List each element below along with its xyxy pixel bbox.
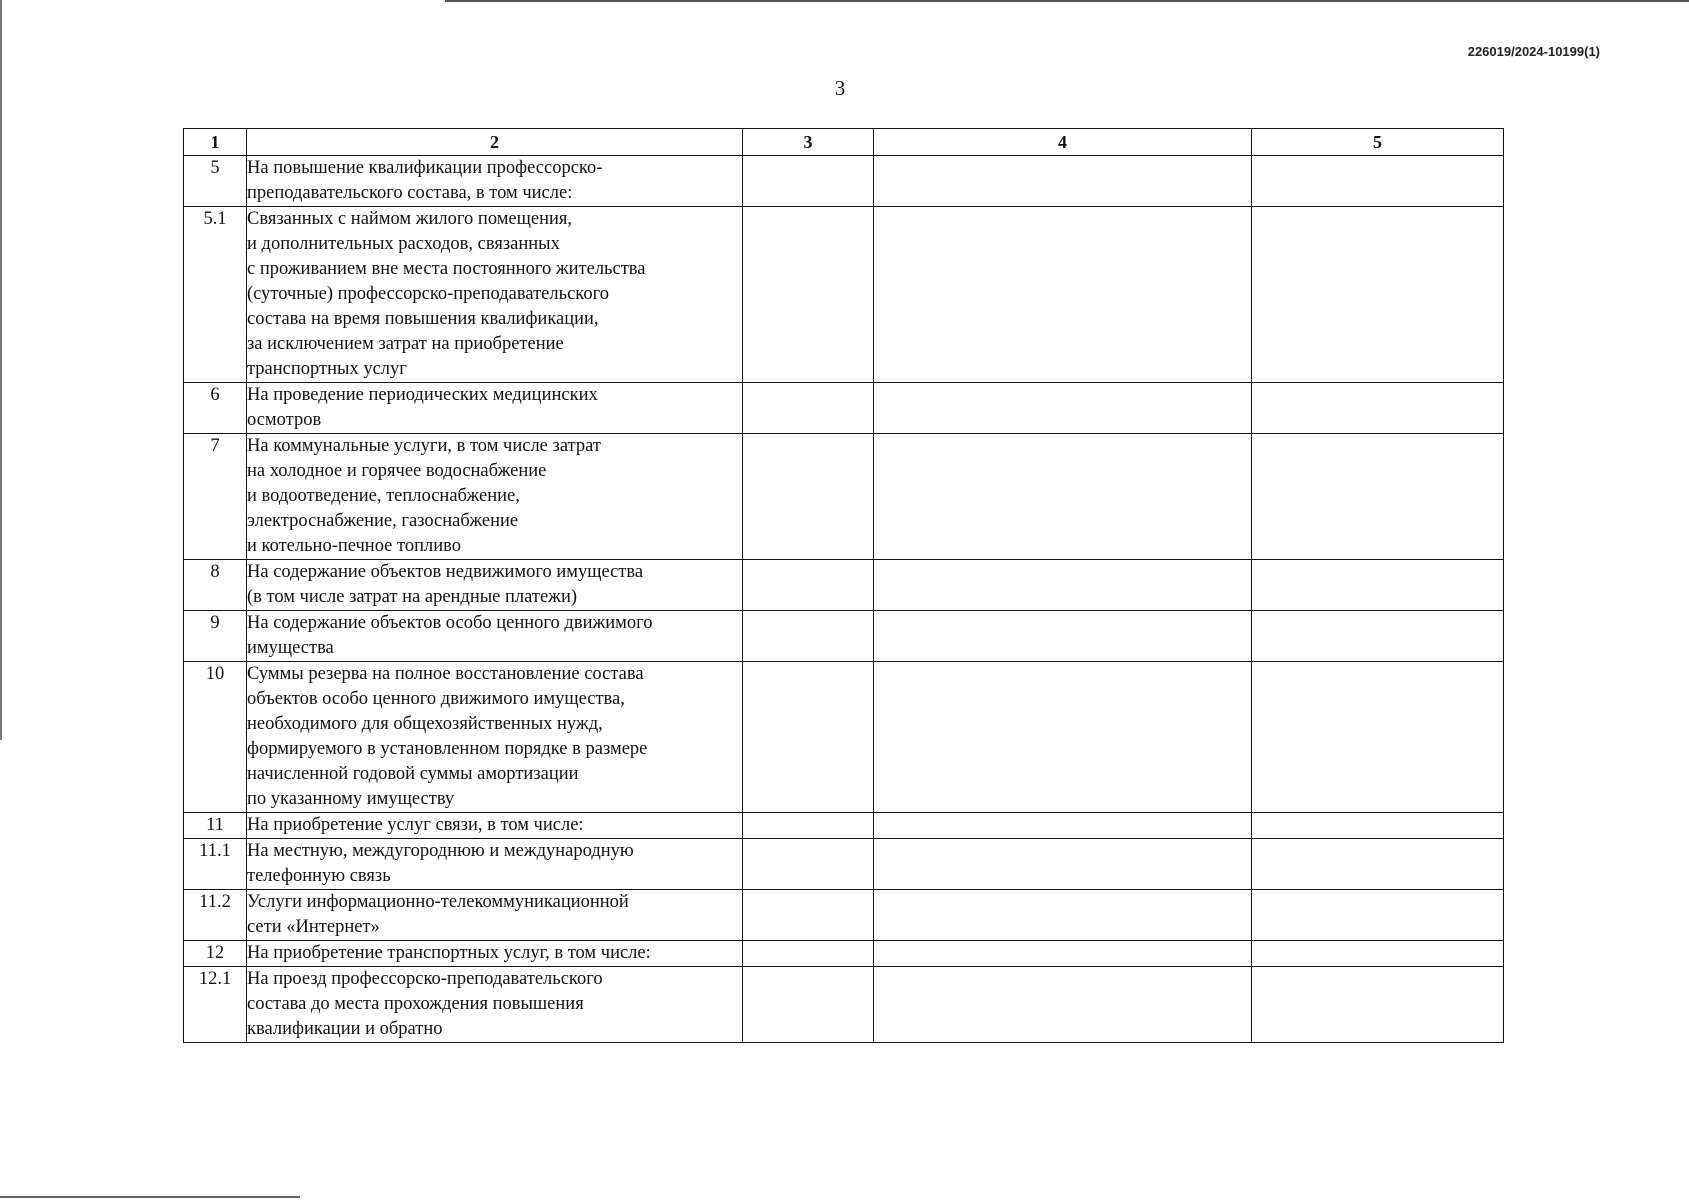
row-value-cell-4 bbox=[874, 967, 1252, 1043]
column-header: 5 bbox=[1252, 129, 1504, 156]
table-row bbox=[184, 967, 1504, 1043]
row-description-cell: На проезд профессорско-преподавательского состава до места прохождения повышения квалификации и обратно bbox=[247, 967, 743, 1043]
row-value-cell-3 bbox=[743, 560, 874, 611]
row-number-cell: 11.2 bbox=[184, 890, 247, 941]
row-value-cell-3 bbox=[743, 813, 874, 839]
table-row bbox=[184, 662, 1504, 813]
table-row bbox=[184, 941, 1504, 967]
row-description-cell: На приобретение транспортных услуг, в том числе: bbox=[247, 941, 743, 967]
row-value-cell-3 bbox=[743, 156, 874, 207]
row-value-cell-5 bbox=[1252, 383, 1504, 434]
row-value-cell-4 bbox=[874, 560, 1252, 611]
row-description-cell: На повышение квалификации профессорско- преподавательского состава, в том числе: bbox=[247, 156, 743, 207]
row-value-cell-4 bbox=[874, 839, 1252, 890]
row-number-cell: 6 bbox=[184, 383, 247, 434]
row-number-cell: 12 bbox=[184, 941, 247, 967]
row-value-cell-3 bbox=[743, 662, 874, 813]
row-value-cell-5 bbox=[1252, 207, 1504, 383]
row-value-cell-4 bbox=[874, 941, 1252, 967]
row-value-cell-4 bbox=[874, 156, 1252, 207]
table-header-row bbox=[184, 129, 1504, 156]
row-number-cell: 11.1 bbox=[184, 839, 247, 890]
row-description-cell: На коммунальные услуги, в том числе затрат на холодное и горячее водоснабжение и водоотведение, теплоснабжение, электроснабжение, газоснабжение и котельно-печное топливо bbox=[247, 434, 743, 560]
row-value-cell-4 bbox=[874, 207, 1252, 383]
table-row bbox=[184, 813, 1504, 839]
scan-edge-left bbox=[0, 0, 2, 740]
row-description-cell: На содержание объектов особо ценного движимого имущества bbox=[247, 611, 743, 662]
scan-edge-top bbox=[445, 0, 1689, 2]
column-header: 4 bbox=[874, 129, 1252, 156]
row-value-cell-5 bbox=[1252, 967, 1504, 1043]
row-description-cell: На содержание объектов недвижимого имущества (в том числе затрат на арендные платежи) bbox=[247, 560, 743, 611]
row-number-cell: 11 bbox=[184, 813, 247, 839]
table-row bbox=[184, 383, 1504, 434]
row-description-cell: Суммы резерва на полное восстановление состава объектов особо ценного движимого имущества, необходимого для общехозяйственных нужд, формируемого в установленном порядке в размере начисленной годовой суммы амортизации по указанному имуществу bbox=[247, 662, 743, 813]
table-body bbox=[184, 156, 1504, 1043]
row-description-cell: Связанных с наймом жилого помещения, и дополнительных расходов, связанных с проживанием вне места постоянного жительства (суточные) профессорско-преподавательского состава на время повышения квалификации, за исключением затрат на приобретение транспортных услуг bbox=[247, 207, 743, 383]
row-value-cell-3 bbox=[743, 967, 874, 1043]
column-header: 2 bbox=[247, 129, 743, 156]
row-value-cell-5 bbox=[1252, 941, 1504, 967]
page-number: 3 bbox=[834, 76, 846, 100]
row-value-cell-3 bbox=[743, 611, 874, 662]
row-value-cell-3 bbox=[743, 890, 874, 941]
row-description-cell: На проведение периодических медицинских осмотров bbox=[247, 383, 743, 434]
table-row bbox=[184, 156, 1504, 207]
row-value-cell-3 bbox=[743, 207, 874, 383]
row-number-cell: 8 bbox=[184, 560, 247, 611]
row-description-cell: На приобретение услуг связи, в том числе: bbox=[247, 813, 743, 839]
row-value-cell-4 bbox=[874, 383, 1252, 434]
row-number-cell: 12.1 bbox=[184, 967, 247, 1043]
row-value-cell-4 bbox=[874, 662, 1252, 813]
row-value-cell-3 bbox=[743, 383, 874, 434]
row-number-cell: 10 bbox=[184, 662, 247, 813]
document-id: 226019/2024-10199(1) bbox=[1467, 44, 1600, 59]
row-number-cell: 5.1 bbox=[184, 207, 247, 383]
table-row bbox=[184, 839, 1504, 890]
row-value-cell-4 bbox=[874, 890, 1252, 941]
row-value-cell-5 bbox=[1252, 662, 1504, 813]
column-header: 3 bbox=[743, 129, 874, 156]
scan-edge-bottom bbox=[0, 1196, 300, 1198]
table-row bbox=[184, 207, 1504, 383]
row-value-cell-4 bbox=[874, 611, 1252, 662]
expense-table bbox=[183, 128, 1504, 1043]
row-number-cell: 5 bbox=[184, 156, 247, 207]
column-header: 1 bbox=[184, 129, 247, 156]
row-value-cell-3 bbox=[743, 941, 874, 967]
row-description-cell: На местную, междугороднюю и международную телефонную связь bbox=[247, 839, 743, 890]
table-row bbox=[184, 560, 1504, 611]
row-value-cell-5 bbox=[1252, 434, 1504, 560]
row-value-cell-5 bbox=[1252, 156, 1504, 207]
row-number-cell: 9 bbox=[184, 611, 247, 662]
row-value-cell-5 bbox=[1252, 839, 1504, 890]
row-value-cell-5 bbox=[1252, 813, 1504, 839]
row-value-cell-5 bbox=[1252, 560, 1504, 611]
row-number-cell: 7 bbox=[184, 434, 247, 560]
table-row bbox=[184, 890, 1504, 941]
row-value-cell-5 bbox=[1252, 890, 1504, 941]
row-description-cell: Услуги информационно-телекоммуникационной сети «Интернет» bbox=[247, 890, 743, 941]
row-value-cell-5 bbox=[1252, 611, 1504, 662]
row-value-cell-4 bbox=[874, 434, 1252, 560]
row-value-cell-4 bbox=[874, 813, 1252, 839]
table-row bbox=[184, 611, 1504, 662]
row-value-cell-3 bbox=[743, 434, 874, 560]
table-row bbox=[184, 434, 1504, 560]
row-value-cell-3 bbox=[743, 839, 874, 890]
